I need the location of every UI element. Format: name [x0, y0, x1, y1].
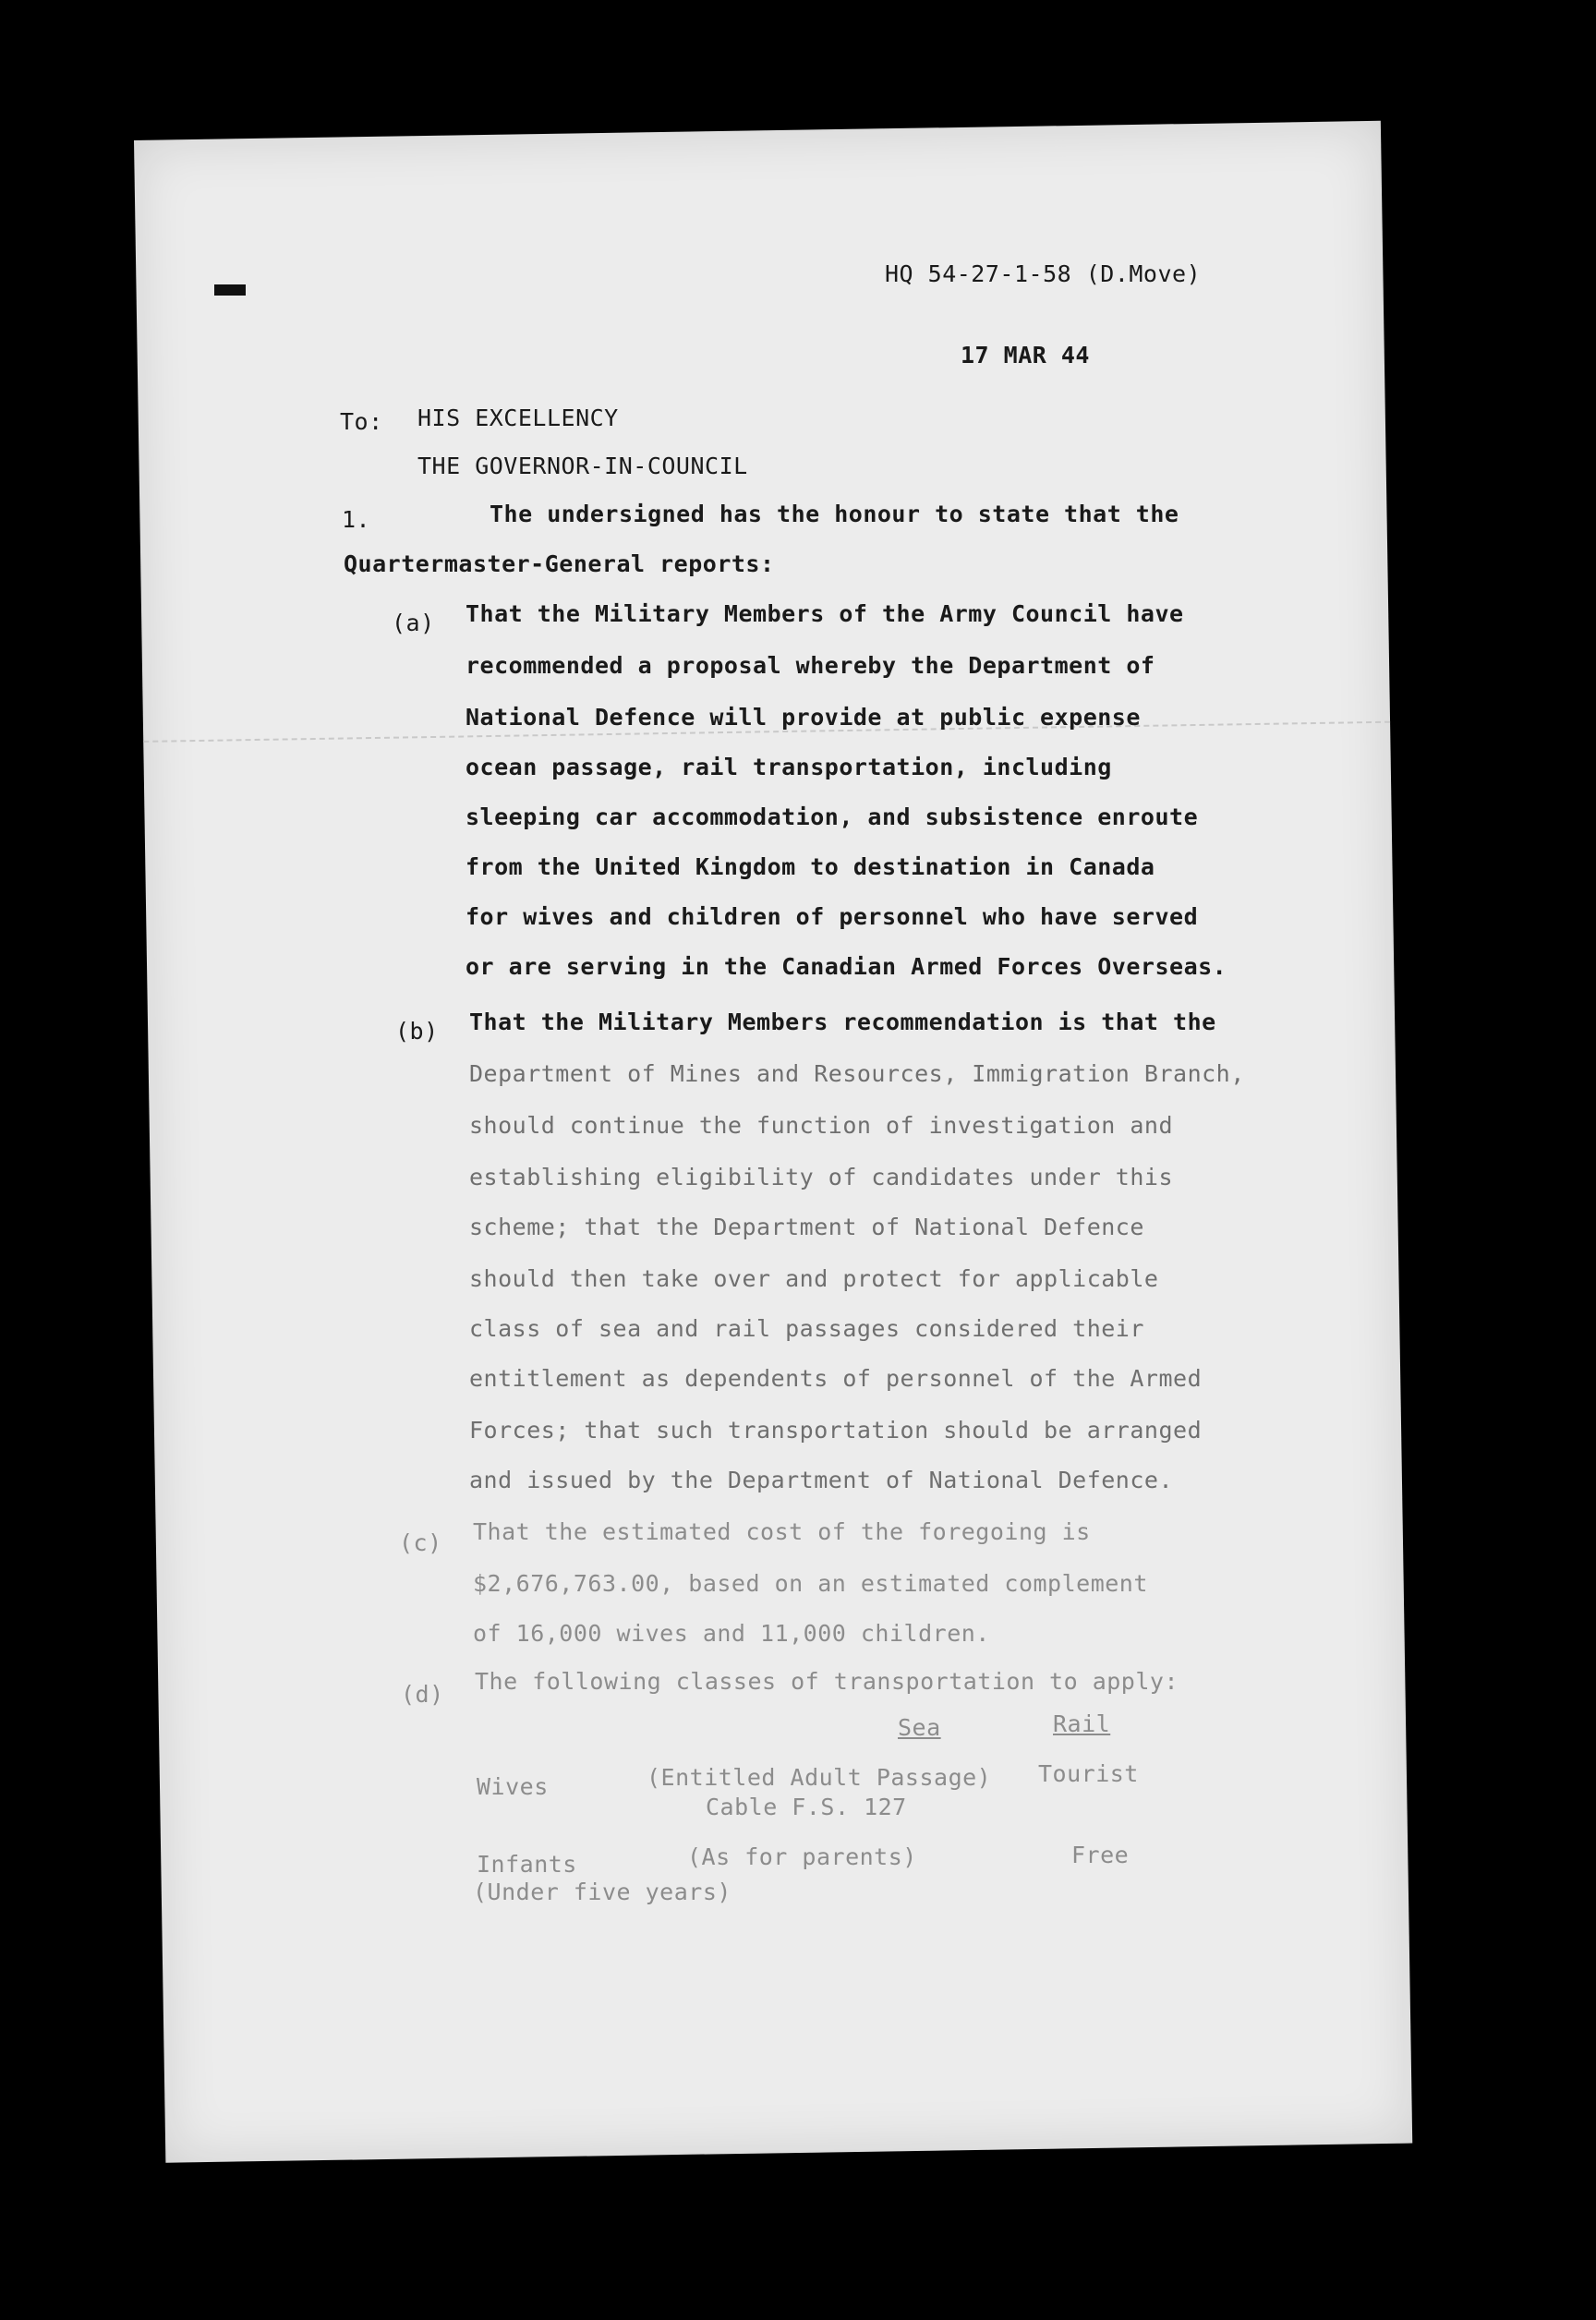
- row-category-note: (Under five years): [473, 1879, 732, 1905]
- item-b-line: class of sea and rail passages considered their: [469, 1315, 1144, 1342]
- item-b-line: That the Military Members recommendation is that the: [469, 1009, 1216, 1035]
- column-header-sea: Sea: [898, 1714, 941, 1741]
- paragraph-1-line-1: The undersigned has the honour to state that the: [490, 501, 1179, 527]
- row-rail-class: Tourist: [1038, 1760, 1139, 1787]
- item-a-line: That the Military Members of the Army Council have: [466, 600, 1184, 627]
- item-b-line: scheme; that the Department of National Defence: [469, 1214, 1144, 1240]
- item-c-label: (c): [399, 1529, 442, 1556]
- item-b-line: Forces; that such transportation should be arranged: [469, 1417, 1203, 1444]
- item-c-line: of 16,000 wives and 11,000 children.: [473, 1620, 990, 1647]
- row-sea-class: (Entitled Adult Passage): [647, 1764, 992, 1791]
- addressee-line-2: THE GOVERNOR-IN-COUNCIL: [417, 453, 748, 479]
- item-b-line: should then take over and protect for applicable: [469, 1265, 1159, 1292]
- row-category: Wives: [477, 1773, 549, 1800]
- item-b-label: (b): [395, 1018, 439, 1045]
- file-reference: HQ 54-27-1-58 (D.Move): [885, 260, 1202, 287]
- document-date: 17 MAR 44: [961, 342, 1090, 369]
- item-d-label: (d): [401, 1681, 444, 1708]
- paragraph-1-line-2: Quartermaster-General reports:: [344, 550, 775, 577]
- column-header-rail: Rail: [1053, 1710, 1111, 1737]
- item-a-line: sleeping car accommodation, and subsistence enroute: [466, 804, 1199, 830]
- addressee-line-1: HIS EXCELLENCY: [417, 405, 619, 431]
- item-a-line: for wives and children of personnel who have served: [466, 903, 1199, 930]
- hole-punch-mark: [214, 284, 246, 296]
- to-label: To:: [340, 408, 383, 435]
- row-rail-class: Free: [1071, 1842, 1130, 1868]
- item-b-line: and issued by the Department of National Defence.: [469, 1467, 1174, 1493]
- item-a-line: National Defence will provide at public expense: [466, 704, 1141, 731]
- item-b-line: establishing eligibility of candidates under this: [469, 1164, 1174, 1190]
- item-d-line: The following classes of transportation to apply:: [475, 1668, 1179, 1695]
- item-a-line: from the United Kingdom to destination in Canada: [466, 853, 1155, 880]
- paragraph-number: 1.: [342, 506, 371, 533]
- item-a-line: ocean passage, rail transportation, including: [466, 754, 1112, 780]
- item-b-line: Department of Mines and Resources, Immigration Branch,: [469, 1060, 1245, 1087]
- row-category: Infants: [477, 1851, 577, 1878]
- item-a-label: (a): [392, 610, 435, 636]
- row-sea-class: (As for parents): [687, 1843, 917, 1870]
- item-b-line: should continue the function of investigation and: [469, 1112, 1174, 1139]
- item-a-line: recommended a proposal whereby the Department of: [466, 652, 1155, 679]
- row-sea-note: Cable F.S. 127: [706, 1794, 907, 1820]
- item-c-line: $2,676,763.00, based on an estimated complement: [473, 1570, 1148, 1597]
- item-c-line: That the estimated cost of the foregoing is: [473, 1518, 1091, 1545]
- item-a-line: or are serving in the Canadian Armed Forces Overseas.: [466, 953, 1227, 980]
- item-b-line: entitlement as dependents of personnel of the Armed: [469, 1365, 1203, 1392]
